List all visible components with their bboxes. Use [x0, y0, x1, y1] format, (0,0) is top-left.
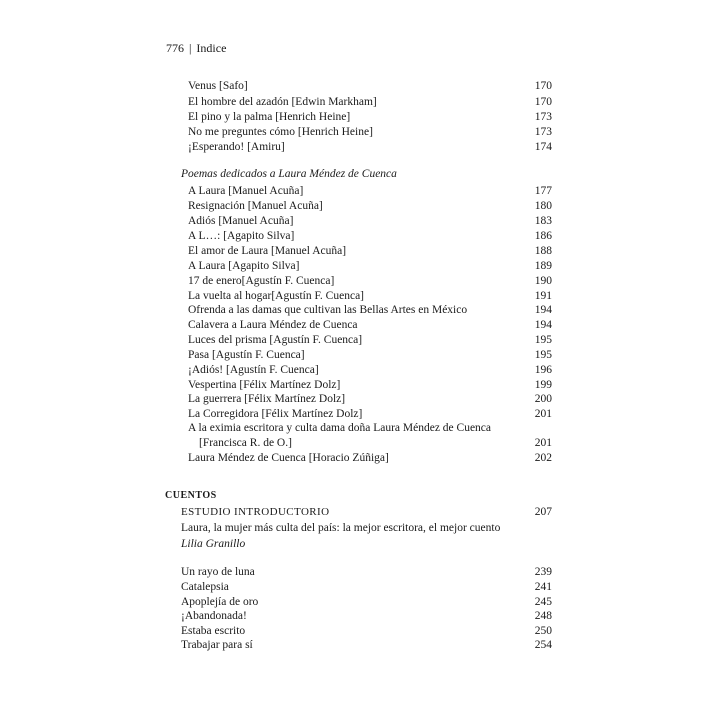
entry-page: 196	[534, 364, 552, 376]
entry-page: 173	[534, 126, 552, 138]
entry-title: A Laura [Agapito Silva]	[188, 260, 300, 272]
entry-page: 194	[534, 304, 552, 316]
entry-page: 200	[534, 393, 552, 405]
intro-author: Lilia Granillo	[181, 538, 246, 550]
entry-page: 170	[534, 96, 552, 108]
entry-title: La Corregidora [Félix Martínez Dolz]	[188, 408, 363, 420]
entry-title: Resignación [Manuel Acuña]	[188, 200, 323, 212]
entry-title: El pino y la palma [Henrich Heine]	[188, 111, 351, 123]
header-separator: |	[189, 41, 192, 55]
cuentos-heading: CUENTOS	[165, 490, 217, 501]
section-heading: Poemas dedicados a Laura Méndez de Cuenca	[181, 168, 397, 180]
entry-page: 202	[534, 452, 552, 464]
entry-page: 254	[534, 639, 552, 651]
entry-title: Venus [Safo]	[188, 80, 248, 92]
entry-title: Trabajar para sí	[181, 639, 253, 651]
entry-title: No me preguntes cómo [Henrich Heine]	[188, 126, 373, 138]
entry-title: A L…: [Agapito Silva]	[188, 230, 295, 242]
entry-page: 173	[534, 111, 552, 123]
page-header	[166, 41, 226, 56]
entry-title: A Laura [Manuel Acuña]	[188, 185, 304, 197]
entry-title: 17 de enero[Agustín F. Cuenca]	[188, 275, 335, 287]
entry-title: El amor de Laura [Manuel Acuña]	[188, 245, 347, 257]
entry-page: 199	[534, 379, 552, 391]
entry-title: Estaba escrito	[181, 625, 246, 637]
entry-page: 194	[534, 319, 552, 331]
header-title: Indice	[196, 41, 227, 55]
entry-title: Laura Méndez de Cuenca [Horacio Zúñiga]	[188, 452, 389, 464]
entry-title: ¡Adiós! [Agustín F. Cuenca]	[188, 364, 319, 376]
entry-page: 186	[534, 230, 552, 242]
entry-page: 241	[534, 581, 552, 593]
entry-title: La vuelta al hogar[Agustín F. Cuenca]	[188, 290, 364, 302]
entry-title: Adiós [Manuel Acuña]	[188, 215, 294, 227]
entry-title: Un rayo de luna	[181, 566, 255, 578]
entry-title: Apoplejía de oro	[181, 596, 259, 608]
entry-title: Pasa [Agustín F. Cuenca]	[188, 349, 305, 361]
entry-title: El hombre del azadón [Edwin Markham]	[188, 96, 377, 108]
entry-title: ¡Esperando! [Amiru]	[188, 141, 285, 153]
entry-page: 201	[534, 408, 552, 420]
entry-page: 250	[534, 625, 552, 637]
entry-title: Ofrenda a las damas que cultivan las Bellas Artes en México	[188, 304, 468, 316]
entry-page: 180	[534, 200, 552, 212]
entry-title: La guerrera [Félix Martínez Dolz]	[188, 393, 346, 405]
entry-page: 190	[534, 275, 552, 287]
entry-page: 195	[534, 349, 552, 361]
entry-page: 248	[534, 610, 552, 622]
entry-page: 245	[534, 596, 552, 608]
entry-page: 183	[534, 215, 552, 227]
entry-title-continuation: [Francisca R. de O.]	[199, 437, 292, 449]
entry-page: 174	[534, 141, 552, 153]
entry-page: 191	[534, 290, 552, 302]
entry-page: 177	[534, 185, 552, 197]
entry-page: 195	[534, 334, 552, 346]
intro-title: Laura, la mujer más culta del país: la mejor escritora, el mejor cuento	[181, 522, 501, 534]
entry-title: A la eximia escritora y culta dama doña Laura Méndez de Cuenca	[188, 422, 492, 434]
entry-page: 170	[534, 80, 552, 92]
entry-title: Vespertina [Félix Martínez Dolz]	[188, 379, 341, 391]
page-number: 776	[166, 41, 184, 55]
entry-page: 188	[534, 245, 552, 257]
entry-title: Catalepsia	[181, 581, 229, 593]
entry-title: ¡Abandonada!	[181, 610, 247, 622]
entry-page: 207	[534, 506, 552, 518]
entry-title: Calavera a Laura Méndez de Cuenca	[188, 319, 358, 331]
entry-title: Luces del prisma [Agustín F. Cuenca]	[188, 334, 363, 346]
intro-label: ESTUDIO INTRODUCTORIO	[181, 506, 330, 518]
entry-page: 201	[534, 437, 552, 449]
intro-label-row	[181, 506, 552, 518]
entry-page: 239	[534, 566, 552, 578]
entry-page: 189	[534, 260, 552, 272]
